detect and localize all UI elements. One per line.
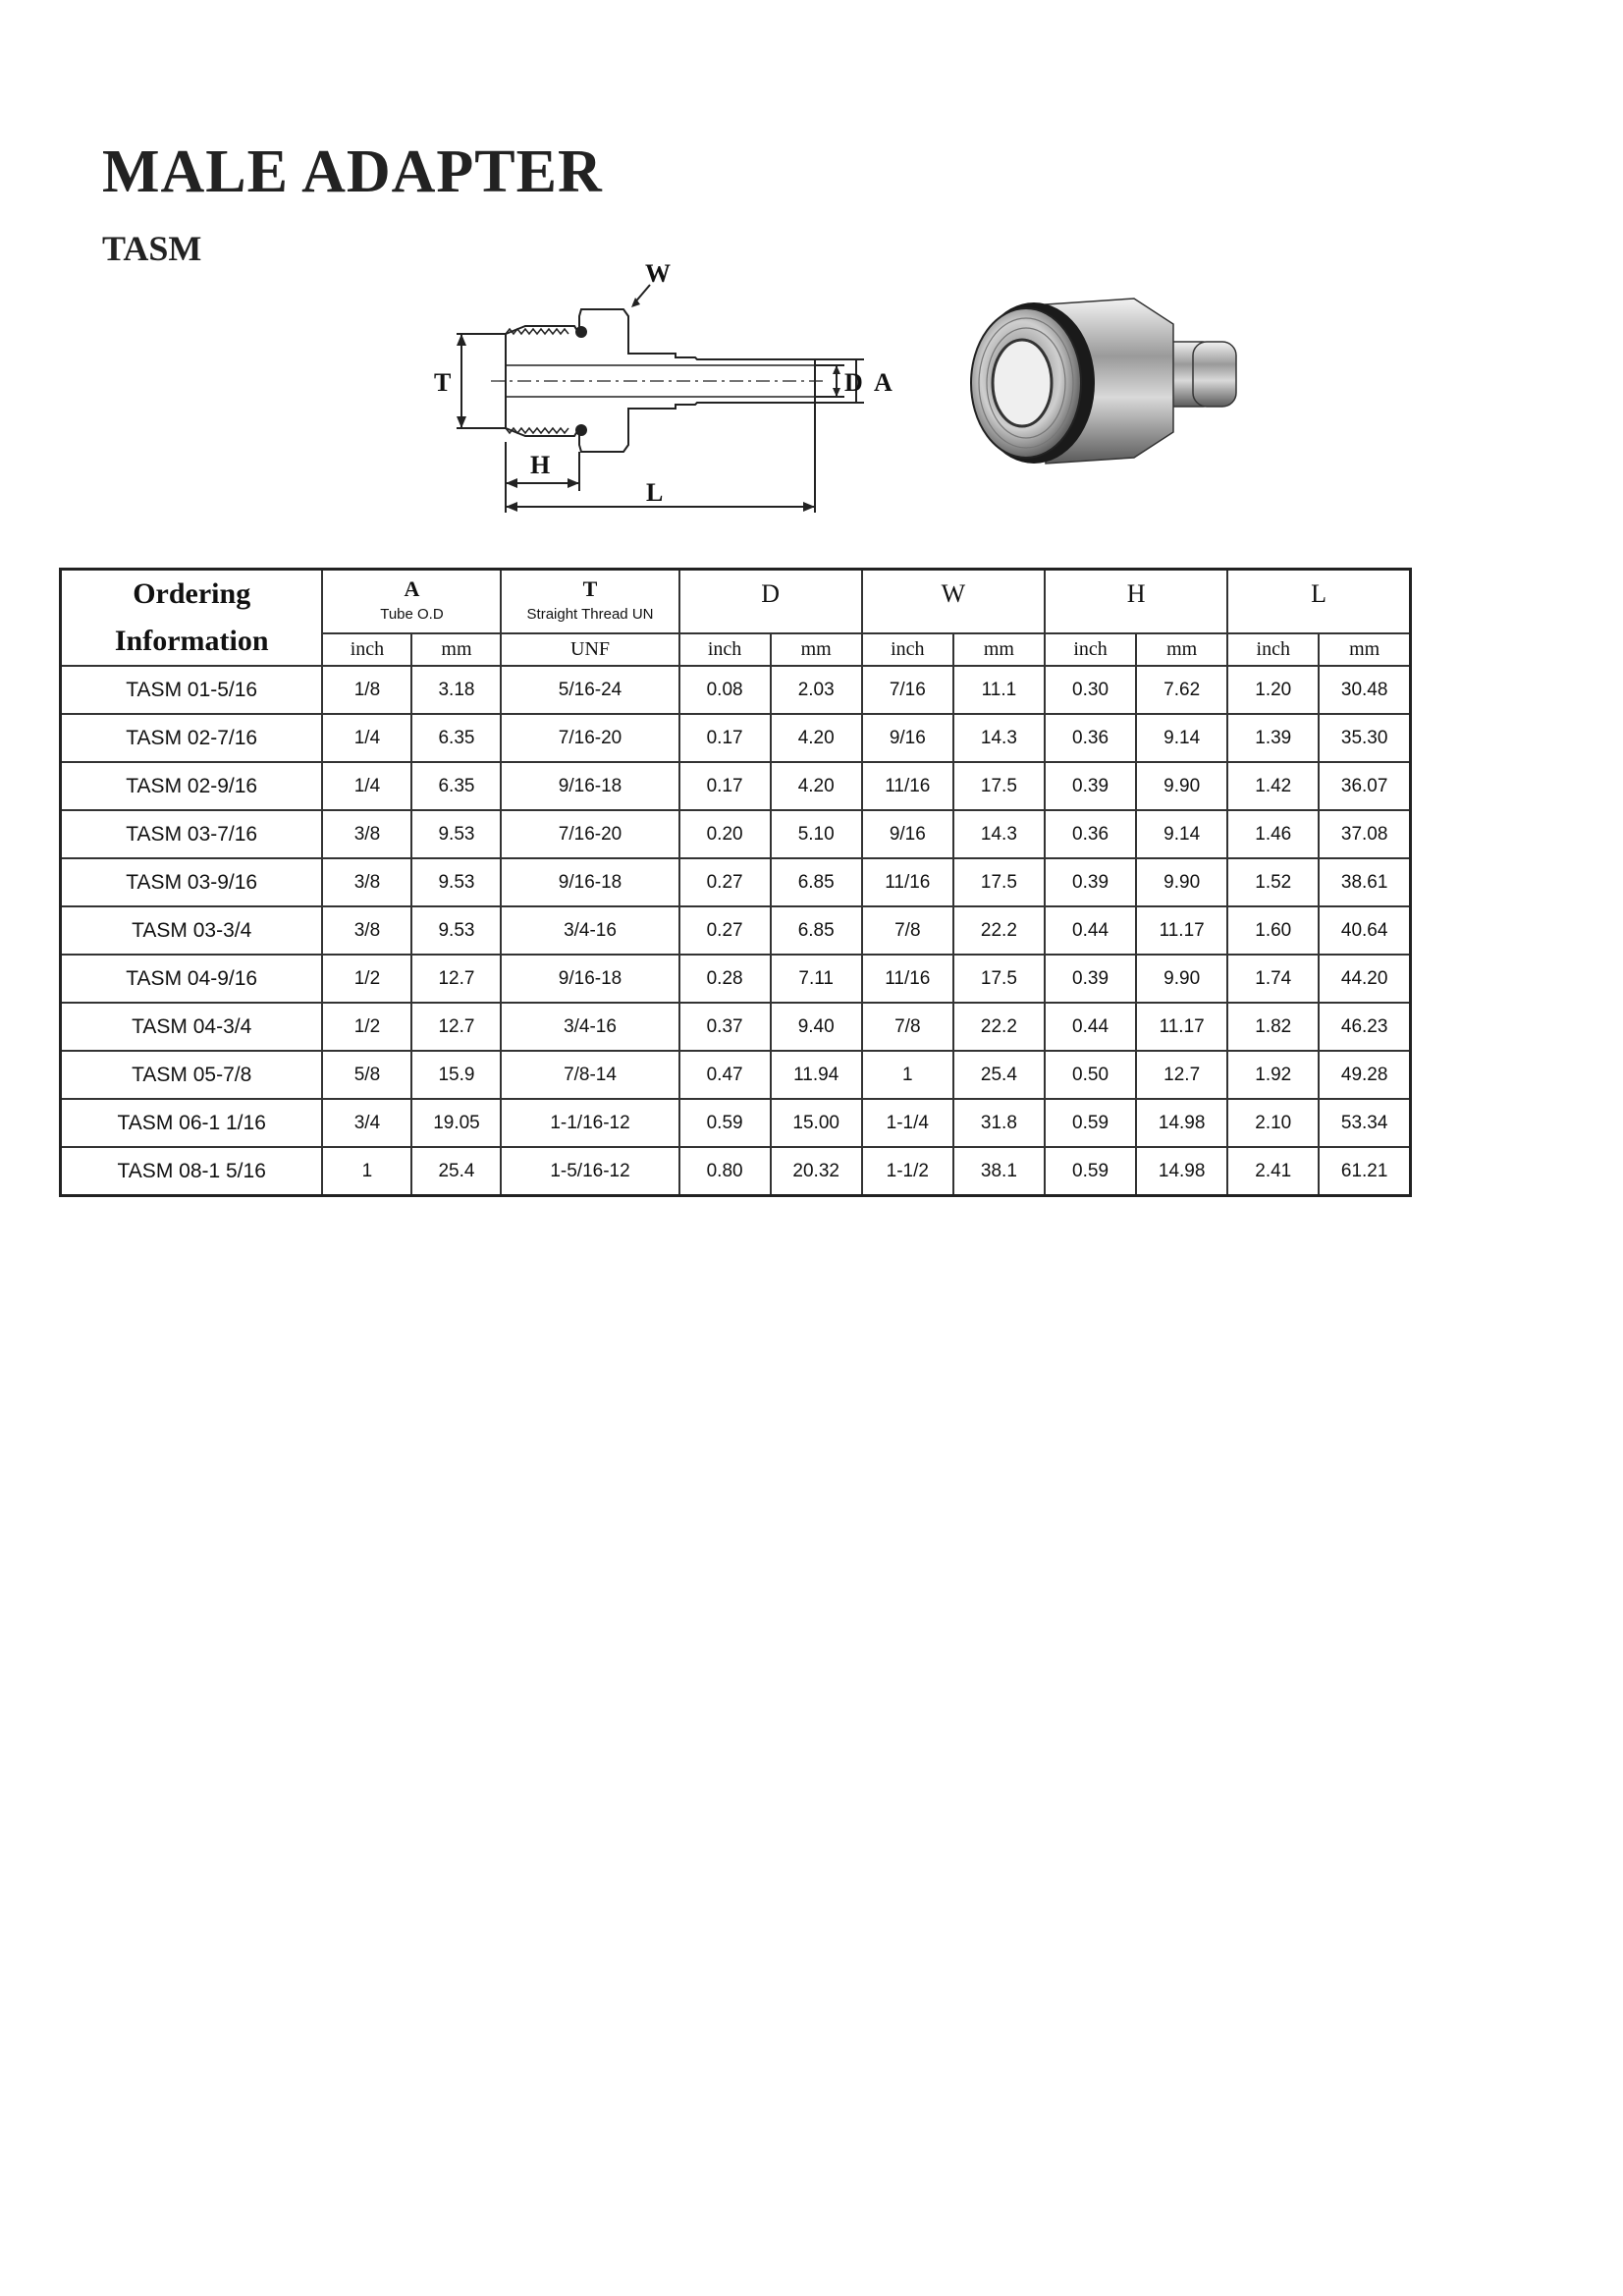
cell-h-mm: 9.14 (1136, 810, 1227, 858)
cell-code: TASM 08-1 5/16 (61, 1147, 323, 1196)
cell-d-in: 0.28 (679, 955, 771, 1003)
cell-h-in: 0.39 (1045, 955, 1136, 1003)
cell-a-in: 1/2 (322, 1003, 411, 1051)
cell-h-mm: 11.17 (1136, 906, 1227, 955)
cell-h-in: 0.59 (1045, 1099, 1136, 1147)
label-w: W (645, 259, 671, 288)
cell-l-in: 1.39 (1227, 714, 1319, 762)
cell-t: 9/16-18 (501, 955, 678, 1003)
table-row (61, 955, 1411, 1003)
label-l: L (646, 478, 664, 507)
cell-a-in: 3/8 (322, 906, 411, 955)
cell-d-in: 0.17 (679, 762, 771, 810)
cell-a-mm: 15.9 (411, 1051, 501, 1099)
cell-a-in: 5/8 (322, 1051, 411, 1099)
cell-w-in: 11/16 (862, 858, 953, 906)
cell-l-mm: 49.28 (1319, 1051, 1410, 1099)
cell-d-mm: 6.85 (771, 906, 862, 955)
cell-d-mm: 9.40 (771, 1003, 862, 1051)
col-t-sub: Straight Thread UN (526, 606, 654, 623)
cell-h-mm: 12.7 (1136, 1051, 1227, 1099)
cell-w-mm: 38.1 (953, 1147, 1045, 1196)
cell-d-in: 0.59 (679, 1099, 771, 1147)
cell-w-in: 7/8 (862, 906, 953, 955)
cell-d-mm: 15.00 (771, 1099, 862, 1147)
cell-l-mm: 37.08 (1319, 810, 1410, 858)
cell-l-mm: 53.34 (1319, 1099, 1410, 1147)
page-title: MALE ADAPTER (102, 138, 603, 205)
cell-a-in: 1/4 (322, 762, 411, 810)
cell-d-in: 0.37 (679, 1003, 771, 1051)
cell-a-in: 3/8 (322, 810, 411, 858)
cell-h-in: 0.59 (1045, 1147, 1136, 1196)
label-h: H (530, 451, 551, 479)
cell-d-in: 0.80 (679, 1147, 771, 1196)
table-row (61, 858, 1411, 906)
cell-a-mm: 9.53 (411, 858, 501, 906)
cell-l-mm: 44.20 (1319, 955, 1410, 1003)
cell-w-in: 1-1/2 (862, 1147, 953, 1196)
cell-w-in: 9/16 (862, 810, 953, 858)
cell-h-in: 0.50 (1045, 1051, 1136, 1099)
cell-h-mm: 7.62 (1136, 666, 1227, 714)
table-row (61, 1051, 1411, 1099)
cell-a-mm: 3.18 (411, 666, 501, 714)
col-l-header: L (1227, 570, 1410, 634)
cell-h-in: 0.44 (1045, 1003, 1136, 1051)
cell-w-mm: 31.8 (953, 1099, 1045, 1147)
cell-l-mm: 36.07 (1319, 762, 1410, 810)
col-d-header: D (679, 570, 862, 634)
label-d: D (844, 368, 863, 397)
cell-d-mm: 4.20 (771, 762, 862, 810)
cell-d-mm: 20.32 (771, 1147, 862, 1196)
cell-h-mm: 14.98 (1136, 1099, 1227, 1147)
cell-a-mm: 9.53 (411, 906, 501, 955)
cell-d-mm: 11.94 (771, 1051, 862, 1099)
cell-l-mm: 61.21 (1319, 1147, 1410, 1196)
cell-h-in: 0.39 (1045, 858, 1136, 906)
cell-l-mm: 40.64 (1319, 906, 1410, 955)
unit-d-mm: mm (771, 633, 862, 666)
cell-l-in: 1.52 (1227, 858, 1319, 906)
cell-code: TASM 03-7/16 (61, 810, 323, 858)
cell-t: 7/16-20 (501, 810, 678, 858)
cell-w-in: 1-1/4 (862, 1099, 953, 1147)
table-row (61, 762, 1411, 810)
cell-d-in: 0.20 (679, 810, 771, 858)
cell-code: TASM 04-9/16 (61, 955, 323, 1003)
cell-l-in: 1.92 (1227, 1051, 1319, 1099)
cell-w-mm: 22.2 (953, 1003, 1045, 1051)
cell-l-in: 1.42 (1227, 762, 1319, 810)
cell-t: 1-5/16-12 (501, 1147, 678, 1196)
cell-l-in: 1.46 (1227, 810, 1319, 858)
cell-t: 1-1/16-12 (501, 1099, 678, 1147)
cell-h-mm: 9.90 (1136, 955, 1227, 1003)
table-row (61, 666, 1411, 714)
cell-code: TASM 02-9/16 (61, 762, 323, 810)
cell-h-in: 0.39 (1045, 762, 1136, 810)
cell-l-in: 1.20 (1227, 666, 1319, 714)
ordering-header-line1: Ordering (133, 577, 251, 610)
cell-a-mm: 12.7 (411, 955, 501, 1003)
cell-l-in: 1.74 (1227, 955, 1319, 1003)
unit-h-inch: inch (1045, 633, 1136, 666)
table-row (61, 1147, 1411, 1196)
cell-a-in: 1/2 (322, 955, 411, 1003)
table-row (61, 1099, 1411, 1147)
label-a: A (874, 368, 893, 397)
cell-t: 9/16-18 (501, 762, 678, 810)
cell-d-mm: 6.85 (771, 858, 862, 906)
ordering-information-table (59, 568, 1412, 1197)
cell-t: 3/4-16 (501, 1003, 678, 1051)
cell-code: TASM 04-3/4 (61, 1003, 323, 1051)
cell-d-mm: 5.10 (771, 810, 862, 858)
ordering-header-line2: Information (114, 625, 269, 657)
product-photo (928, 285, 1262, 491)
cell-l-mm: 38.61 (1319, 858, 1410, 906)
cell-d-in: 0.27 (679, 858, 771, 906)
cell-l-mm: 35.30 (1319, 714, 1410, 762)
col-w-header: W (862, 570, 1045, 634)
cell-l-in: 1.60 (1227, 906, 1319, 955)
cell-a-in: 1 (322, 1147, 411, 1196)
cell-h-in: 0.36 (1045, 714, 1136, 762)
cell-t: 7/8-14 (501, 1051, 678, 1099)
cell-a-mm: 6.35 (411, 762, 501, 810)
cell-w-in: 9/16 (862, 714, 953, 762)
unit-t-unf: UNF (501, 633, 678, 666)
unit-w-inch: inch (862, 633, 953, 666)
cell-l-mm: 46.23 (1319, 1003, 1410, 1051)
cell-a-in: 1/4 (322, 714, 411, 762)
col-h-header: H (1045, 570, 1227, 634)
ordering-information-header (61, 570, 323, 667)
cell-w-mm: 14.3 (953, 810, 1045, 858)
cell-a-in: 3/8 (322, 858, 411, 906)
cell-w-mm: 17.5 (953, 858, 1045, 906)
cell-d-mm: 4.20 (771, 714, 862, 762)
cell-a-in: 3/4 (322, 1099, 411, 1147)
cell-a-in: 1/8 (322, 666, 411, 714)
cell-a-mm: 9.53 (411, 810, 501, 858)
cell-w-in: 11/16 (862, 955, 953, 1003)
cell-w-mm: 17.5 (953, 762, 1045, 810)
cell-l-in: 1.82 (1227, 1003, 1319, 1051)
col-a-header (322, 570, 501, 634)
cell-a-mm: 6.35 (411, 714, 501, 762)
col-t-header (501, 570, 678, 634)
unit-a-mm: mm (411, 633, 501, 666)
cell-d-in: 0.27 (679, 906, 771, 955)
unit-w-mm: mm (953, 633, 1045, 666)
col-a-sub: Tube O.D (380, 606, 444, 623)
cell-d-in: 0.17 (679, 714, 771, 762)
unit-d-inch: inch (679, 633, 771, 666)
cell-h-in: 0.44 (1045, 906, 1136, 955)
label-t: T (434, 368, 452, 397)
cell-h-mm: 9.90 (1136, 858, 1227, 906)
unit-h-mm: mm (1136, 633, 1227, 666)
table-row (61, 1003, 1411, 1051)
cell-l-in: 2.10 (1227, 1099, 1319, 1147)
cell-a-mm: 19.05 (411, 1099, 501, 1147)
product-code: TASM (102, 229, 202, 268)
cell-code: TASM 01-5/16 (61, 666, 323, 714)
cell-code: TASM 03-9/16 (61, 858, 323, 906)
cell-h-mm: 11.17 (1136, 1003, 1227, 1051)
cell-h-in: 0.36 (1045, 810, 1136, 858)
cell-w-mm: 14.3 (953, 714, 1045, 762)
col-t-name: T (582, 576, 598, 601)
dimension-drawing (432, 255, 923, 530)
cell-a-mm: 12.7 (411, 1003, 501, 1051)
cell-w-in: 11/16 (862, 762, 953, 810)
cell-d-in: 0.08 (679, 666, 771, 714)
cell-d-mm: 7.11 (771, 955, 862, 1003)
cell-code: TASM 03-3/4 (61, 906, 323, 955)
cell-w-mm: 17.5 (953, 955, 1045, 1003)
cell-h-in: 0.30 (1045, 666, 1136, 714)
table-row (61, 714, 1411, 762)
cell-code: TASM 06-1 1/16 (61, 1099, 323, 1147)
cell-d-mm: 2.03 (771, 666, 862, 714)
table-row (61, 906, 1411, 955)
cell-t: 9/16-18 (501, 858, 678, 906)
unit-a-inch: inch (322, 633, 411, 666)
cell-h-mm: 9.14 (1136, 714, 1227, 762)
cell-t: 7/16-20 (501, 714, 678, 762)
cell-w-mm: 22.2 (953, 906, 1045, 955)
cell-a-mm: 25.4 (411, 1147, 501, 1196)
table-row (61, 810, 1411, 858)
cell-w-mm: 11.1 (953, 666, 1045, 714)
cell-h-mm: 9.90 (1136, 762, 1227, 810)
cell-code: TASM 05-7/8 (61, 1051, 323, 1099)
unit-l-inch: inch (1227, 633, 1319, 666)
cell-l-mm: 30.48 (1319, 666, 1410, 714)
col-a-name: A (404, 576, 420, 601)
cell-l-in: 2.41 (1227, 1147, 1319, 1196)
unit-l-mm: mm (1319, 633, 1410, 666)
cell-code: TASM 02-7/16 (61, 714, 323, 762)
cell-w-in: 1 (862, 1051, 953, 1099)
cell-w-in: 7/16 (862, 666, 953, 714)
cell-w-in: 7/8 (862, 1003, 953, 1051)
cell-t: 3/4-16 (501, 906, 678, 955)
cell-d-in: 0.47 (679, 1051, 771, 1099)
cell-h-mm: 14.98 (1136, 1147, 1227, 1196)
cell-w-mm: 25.4 (953, 1051, 1045, 1099)
cell-t: 5/16-24 (501, 666, 678, 714)
